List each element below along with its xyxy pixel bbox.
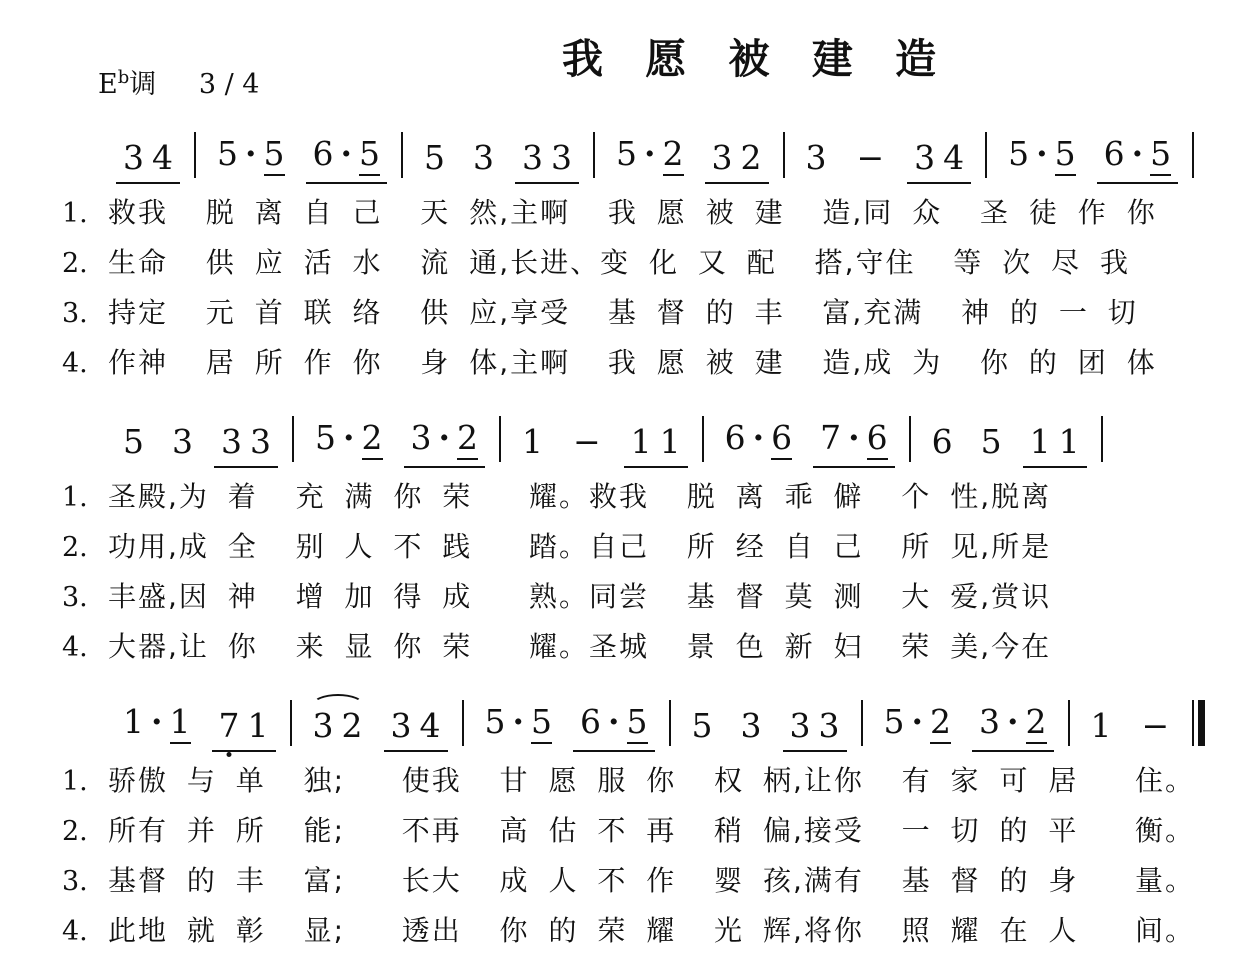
verse-number: 1.: [62, 482, 88, 513]
note-group: [564, 422, 610, 466]
barline: [462, 700, 464, 746]
lyric-text: 所有 并 所 能; 不再 高 估 不 再 稍 偏,接受 一 切 的 平 衡。: [108, 814, 1196, 847]
verse-number: 4.: [62, 632, 88, 663]
barline: [702, 416, 704, 462]
note-digit: 3: [312, 706, 334, 746]
verse-number: 3.: [62, 298, 88, 329]
note-digit: 5: [484, 702, 506, 742]
note-digit: 6: [867, 421, 888, 460]
note-digit: 5: [1150, 137, 1171, 176]
note-digit: 5: [883, 702, 905, 742]
note-group: [799, 138, 834, 182]
barline: [909, 416, 911, 462]
note-digit: 3: [473, 138, 494, 178]
note-digit: 3: [172, 422, 193, 462]
note-group: [1097, 134, 1179, 184]
key-letter: E: [98, 69, 118, 100]
note-group: [308, 418, 390, 466]
note-digit: 4: [419, 706, 441, 746]
note-group: [306, 134, 388, 184]
note-digit: 3: [740, 706, 762, 746]
lyric-text: 救我 脱 离 自 己 天 然,主啊 我 愿 被 建 造,同 众 圣 徒 作 你: [108, 196, 1157, 229]
verse-number: 2.: [62, 816, 88, 847]
dot-note: ·: [340, 134, 352, 174]
note-digit: 5: [627, 705, 648, 744]
note-digit: 3: [390, 706, 412, 746]
note-digit: 5: [123, 422, 144, 462]
note-group: [734, 706, 769, 750]
note-digit: 6: [1103, 134, 1125, 174]
verse-number: 2.: [62, 532, 88, 563]
note-group: [116, 702, 198, 750]
lyric-line: [0, 338, 1238, 388]
dash-extend: −: [1141, 706, 1170, 746]
note-digit: 2: [362, 421, 383, 460]
notation-line-2: [0, 408, 1238, 466]
note-group: [813, 418, 895, 468]
note-digit: 2: [341, 706, 363, 746]
verse-number: 2.: [62, 248, 88, 279]
barline: [861, 700, 863, 746]
key-signature: [98, 62, 259, 101]
note-digit: 5: [217, 134, 238, 174]
dot-note: ·: [1036, 134, 1048, 174]
lyrics-block-1: [0, 188, 1238, 388]
verse-number: 4.: [62, 348, 88, 379]
lyric-text: 此地 就 彰 显; 透出 你 的 荣 耀 光 辉,将你 照 耀 在 人 间。: [108, 914, 1196, 947]
lyric-line: [0, 856, 1238, 906]
dot-note: ·: [644, 134, 656, 174]
lyric-text: 功用,成 全 别 人 不 践 踏。自己 所 经 自 己 所 见,所是: [108, 530, 1052, 563]
note-group: [609, 134, 691, 182]
note-group: [1084, 706, 1119, 750]
note-group: [116, 422, 151, 466]
note-group: [466, 138, 501, 182]
dot-note: ·: [608, 702, 620, 742]
lyric-line: [0, 522, 1238, 572]
verse-number: 4.: [62, 916, 88, 947]
note-digit: 1: [247, 706, 269, 746]
note-group: [165, 422, 200, 466]
lyric-text: 骄傲 与 单 独; 使我 甘 愿 服 你 权 柄,让你 有 家 可 居 住。: [108, 764, 1196, 797]
time-signature: 3 / 4: [198, 69, 260, 100]
barline: [593, 132, 595, 178]
note-digit: 1: [522, 422, 543, 462]
note-group: [404, 418, 486, 468]
lyric-text: 丰盛,因 神 增 加 得 成 熟。同尝 基 督 莫 测 大 爱,赏识: [108, 580, 1052, 613]
note-digit: 5: [691, 706, 713, 746]
barline: [290, 700, 292, 746]
lyric-line: [0, 188, 1238, 238]
note-digit: 3: [979, 702, 1000, 742]
note-group-slur: [306, 706, 370, 750]
lyric-text: 大器,让 你 来 显 你 荣 耀。圣城 景 色 新 妇 荣 美,今在: [108, 630, 1052, 663]
dot-note: ·: [343, 418, 355, 458]
note-digit: 2: [457, 421, 478, 460]
lyric-line: [0, 906, 1238, 956]
system-1: [0, 124, 1238, 388]
lyric-line: [0, 756, 1238, 806]
note-group: [478, 702, 560, 750]
dot-note: ·: [151, 702, 163, 742]
note-digit: 6: [771, 421, 792, 460]
note-group: [515, 422, 550, 466]
key-word: 调: [129, 69, 157, 100]
note-group: [1001, 134, 1083, 182]
lyric-text: 圣殿,为 着 充 满 你 荣 耀。救我 脱 离 乖 僻 个 性,脱离: [108, 480, 1052, 513]
note-digit: 3: [221, 422, 242, 462]
note-group: [783, 706, 847, 752]
note-digit: 3: [522, 138, 543, 178]
barline: [985, 132, 987, 178]
note-digit: 4: [152, 138, 173, 178]
lyric-line: [0, 622, 1238, 672]
dash-extend: −: [856, 138, 885, 178]
note-group: [925, 422, 960, 466]
note-group: [384, 706, 448, 752]
dash-extend: −: [573, 422, 601, 462]
note-digit: 5: [264, 137, 285, 176]
lyric-line: [0, 572, 1238, 622]
note-digit: 2: [663, 137, 684, 176]
notation-line-3: [0, 692, 1238, 750]
note-digit: 1: [1090, 706, 1112, 746]
note-group: [210, 134, 292, 182]
note-digit: 4: [943, 138, 965, 178]
note-digit: 5: [315, 418, 336, 458]
note-group: [972, 702, 1054, 752]
note-digit: 3: [818, 706, 840, 746]
note-digit: 1: [170, 705, 191, 744]
note-group: [624, 422, 688, 468]
note-digit: 3: [410, 418, 432, 458]
dot-note: ·: [1007, 702, 1019, 742]
note-digit: 7: [218, 706, 240, 746]
note-group: [116, 138, 180, 184]
lyrics-block-2: [0, 472, 1238, 672]
note-digit: 5: [531, 705, 552, 744]
lyric-text: 持定 元 首 联 络 供 应,享受 基 督 的 丰 富,充满 神 的 一 切: [108, 296, 1138, 329]
note-group: [417, 138, 452, 182]
note-digit: 2: [740, 138, 762, 178]
lyric-line: [0, 472, 1238, 522]
verse-number: 1.: [62, 766, 88, 797]
note-digit: 3: [250, 422, 271, 462]
note-digit: 5: [424, 138, 445, 178]
barline: [783, 132, 785, 178]
barline: [401, 132, 403, 178]
note-group: [974, 422, 1009, 466]
note-digit: 6: [931, 422, 953, 462]
note-group: [848, 138, 894, 182]
song-title: 我 愿 被 建 造: [562, 35, 951, 83]
note-digit: 1: [123, 702, 144, 742]
note-digit: 1: [630, 422, 652, 462]
final-barline: [1192, 700, 1205, 746]
note-digit: 3: [123, 138, 144, 178]
barline: [1101, 416, 1103, 462]
note-group: [573, 702, 655, 752]
note-digit: 5: [616, 134, 637, 174]
barline: [1192, 132, 1194, 178]
lyrics-block-3: [0, 756, 1238, 956]
dot-note: ·: [752, 418, 765, 458]
note-group: [515, 138, 579, 184]
verse-number: 3.: [62, 582, 88, 613]
note-group: [1023, 422, 1087, 468]
note-digit: 3: [789, 706, 811, 746]
note-digit: 3: [914, 138, 936, 178]
verse-number: 3.: [62, 866, 88, 897]
note-group: [685, 706, 720, 750]
lyric-text: 作神 居 所 作 你 身 体,主啊 我 愿 被 建 造,成 为 你 的 团 体: [108, 346, 1157, 379]
lyric-text: 生命 供 应 活 水 流 通,长进、变 化 又 配 搭,守住 等 次 尽 我: [108, 246, 1131, 279]
note-digit: 1: [659, 422, 681, 462]
dot-note: ·: [848, 418, 860, 458]
note-group: [705, 138, 769, 184]
dot-note: ·: [245, 134, 257, 174]
note-group: [1133, 706, 1179, 750]
flat-accidental: b: [117, 67, 130, 88]
note-digit: 5: [359, 137, 380, 176]
notation-line-1: [0, 124, 1238, 182]
note-digit: 1: [1029, 422, 1051, 462]
lyric-text: 基督 的 丰 富; 长大 成 人 不 作 婴 孩,满有 基 督 的 身 量。: [108, 864, 1196, 897]
note-group: [214, 422, 278, 468]
barline: [1068, 700, 1070, 746]
barline: [292, 416, 294, 462]
note-group: [907, 138, 971, 184]
note-group: [212, 706, 276, 752]
lyric-line: [0, 806, 1238, 856]
note-digit: 1: [1058, 422, 1080, 462]
note-digit: 6: [580, 702, 601, 742]
verse-number: 1.: [62, 198, 88, 229]
system-2: [0, 408, 1238, 672]
note-digit: 6: [724, 418, 746, 458]
barline: [669, 700, 671, 746]
note-digit: 3: [711, 138, 733, 178]
note-digit: 7: [820, 418, 842, 458]
note-digit: 3: [805, 138, 827, 178]
note-digit: 3: [551, 138, 572, 178]
note-digit: 5: [980, 422, 1002, 462]
dot-note: ·: [1131, 134, 1144, 174]
dot-note: ·: [512, 702, 524, 742]
note-digit: 5: [1008, 134, 1030, 174]
lyric-line: [0, 288, 1238, 338]
dot-note: ·: [438, 418, 450, 458]
note-digit: 2: [1026, 705, 1047, 744]
note-digit: 2: [930, 705, 951, 744]
lyric-line: [0, 238, 1238, 288]
dot-note: ·: [911, 702, 923, 742]
barline: [499, 416, 501, 462]
system-3: [0, 692, 1238, 956]
note-group: [718, 418, 800, 466]
note-group: [877, 702, 959, 750]
barline: [194, 132, 196, 178]
note-digit: 5: [1055, 137, 1076, 176]
note-digit: 6: [312, 134, 334, 174]
